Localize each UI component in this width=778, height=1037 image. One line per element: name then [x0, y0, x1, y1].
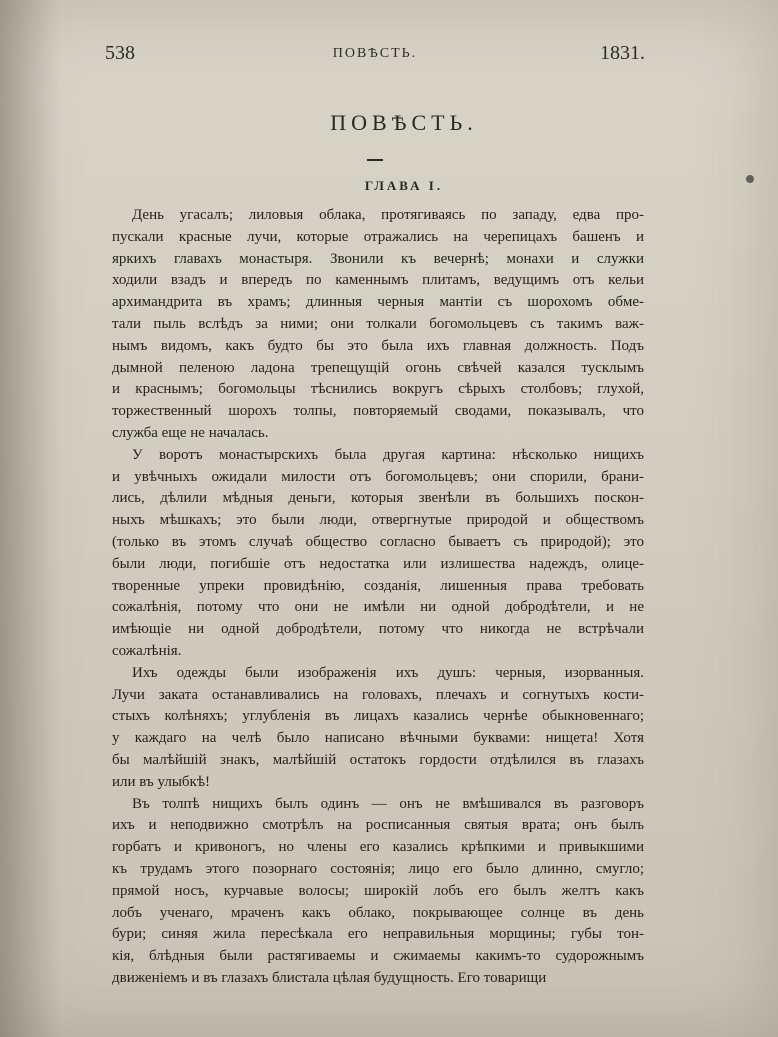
text-line: служба еще не началась.: [112, 424, 269, 441]
text-line: У воротъ монастырскихъ была другая картина: нѣсколько нищихъ: [132, 446, 644, 463]
text-line: сожалѣнія.: [112, 642, 182, 659]
text-line: прямой носъ, курчавые волосы; широкій лобъ его былъ желтъ какъ: [112, 882, 644, 899]
text-line: и краснымъ; богомольцы тѣснились вокругъ сѣрыхъ столбовъ; глухой,: [112, 381, 644, 398]
paragraph: [112, 794, 644, 990]
text-line: ходили взадъ и впередъ по каменнымъ плитамъ, ведущимъ отъ кельи: [112, 272, 644, 289]
text-line: или въ улыбкѣ!: [112, 773, 210, 790]
body-text: [112, 205, 644, 990]
text-line: движеніемъ и въ глазахъ блистала цѣлая будущность. Его товарищи: [112, 969, 547, 986]
text-line: имѣющіе ни одной добродѣтели, потому что никогда не встрѣчали: [112, 621, 644, 638]
text-line: бури; синяя жила пересѣкала его неправильныя морщины; губы тон-: [112, 926, 644, 943]
text-line: День угасалъ; лиловыя облака, протягиваясь по западу, едва про-: [132, 207, 644, 223]
paragraph: [112, 663, 644, 794]
year-label: 1831.: [600, 42, 645, 64]
text-line: горбатъ и кривоногъ, но члены его казались крѣпкими и привыкшими: [112, 839, 644, 856]
text-line: стыхъ колѣняхъ; углубленія въ лицахъ казались чернѣе обыкновеннаго;: [112, 708, 644, 725]
text-line: Въ толпѣ нищихъ былъ одинъ — онъ не вмѣшивался въ разговоръ: [132, 795, 644, 812]
text-line: (только въ этомъ случаѣ общество согласно бываетъ съ природой); это: [112, 533, 644, 550]
text-line: пускали красные лучи, которые отражались на черепицахъ башенъ и: [112, 228, 644, 245]
text-line: творенные упреки провидѣнію, созданія, лишенныя права требовать: [112, 577, 644, 594]
page-header: [105, 42, 645, 72]
story-title: ПОВѢСТЬ.: [330, 110, 478, 135]
title-divider: [367, 159, 383, 161]
text-line: были люди, погибшіе отъ недостатка или излишества надеждъ, олице-: [112, 555, 644, 572]
text-line: и увѣчныхъ ожидали милости отъ богомольцевъ; они спорили, брани-: [112, 468, 644, 485]
text-line: ихъ и неподвижно смотрѣлъ на росписанныя святыя врата; онъ былъ: [112, 817, 644, 834]
text-line: Лучи заката останавливались на головахъ, плечахъ и согнутыхъ кости-: [112, 686, 644, 703]
text-line: Ихъ одежды были изображенія ихъ душъ: черныя, изорванныя.: [132, 664, 644, 681]
running-title: ПОВѢСТЬ.: [332, 46, 418, 61]
text-line: ныхъ мѣшкахъ; это были люди, отвергнутые природой и обществомъ: [112, 512, 644, 529]
text-line: лобъ ученаго, мраченъ какъ облако, покрывающее солнце въ день: [112, 904, 644, 921]
paragraph: [112, 205, 644, 445]
page-speck: [746, 175, 754, 183]
page-number: 538: [105, 42, 135, 64]
text-line: яркихъ главахъ монастыря. Звонили къ вечернѣ; монахи и служки: [112, 250, 644, 267]
text-line: архимандрита въ храмъ; длинныя черныя мантіи съ шорохомъ обме-: [112, 294, 644, 311]
text-line: кія, блѣдныя были растягиваемы и сжимаемы какимъ-то судорожнымъ: [112, 948, 644, 965]
text-line: у каждаго на челѣ было написано вѣчными буквами: нищета! Хотя: [112, 730, 644, 747]
text-line: торжественный шорохъ толпы, повторяемый сводами, показывалъ, что: [112, 403, 644, 420]
chapter-heading: ГЛАВА I.: [364, 178, 444, 193]
text-line: бы малѣйшій знакъ, малѣйшій остатокъ гордости отдѣлился въ глазахъ: [112, 751, 644, 768]
text-line: лись, дѣлили мѣдныя деньги, которыя звенѣли въ большихъ поскон-: [112, 490, 644, 507]
text-line: сожалѣнія, потому что они не имѣли ни одной добродѣтели, и не: [112, 599, 644, 616]
paragraph: [112, 445, 644, 663]
text-line: дымной пеленою ладона трепещущій огонь свѣчей казался тусклымъ: [112, 359, 644, 376]
text-line: нымъ видомъ, какъ будто бы это была ихъ главная должность. Подъ: [112, 337, 644, 354]
text-line: тали пыль вслѣдъ за ними; они толкали богомольцевъ съ такимъ важ-: [112, 315, 644, 332]
text-line: къ трудамъ этого позорнаго состоянія; лицо его было длинно, смугло;: [112, 860, 644, 877]
